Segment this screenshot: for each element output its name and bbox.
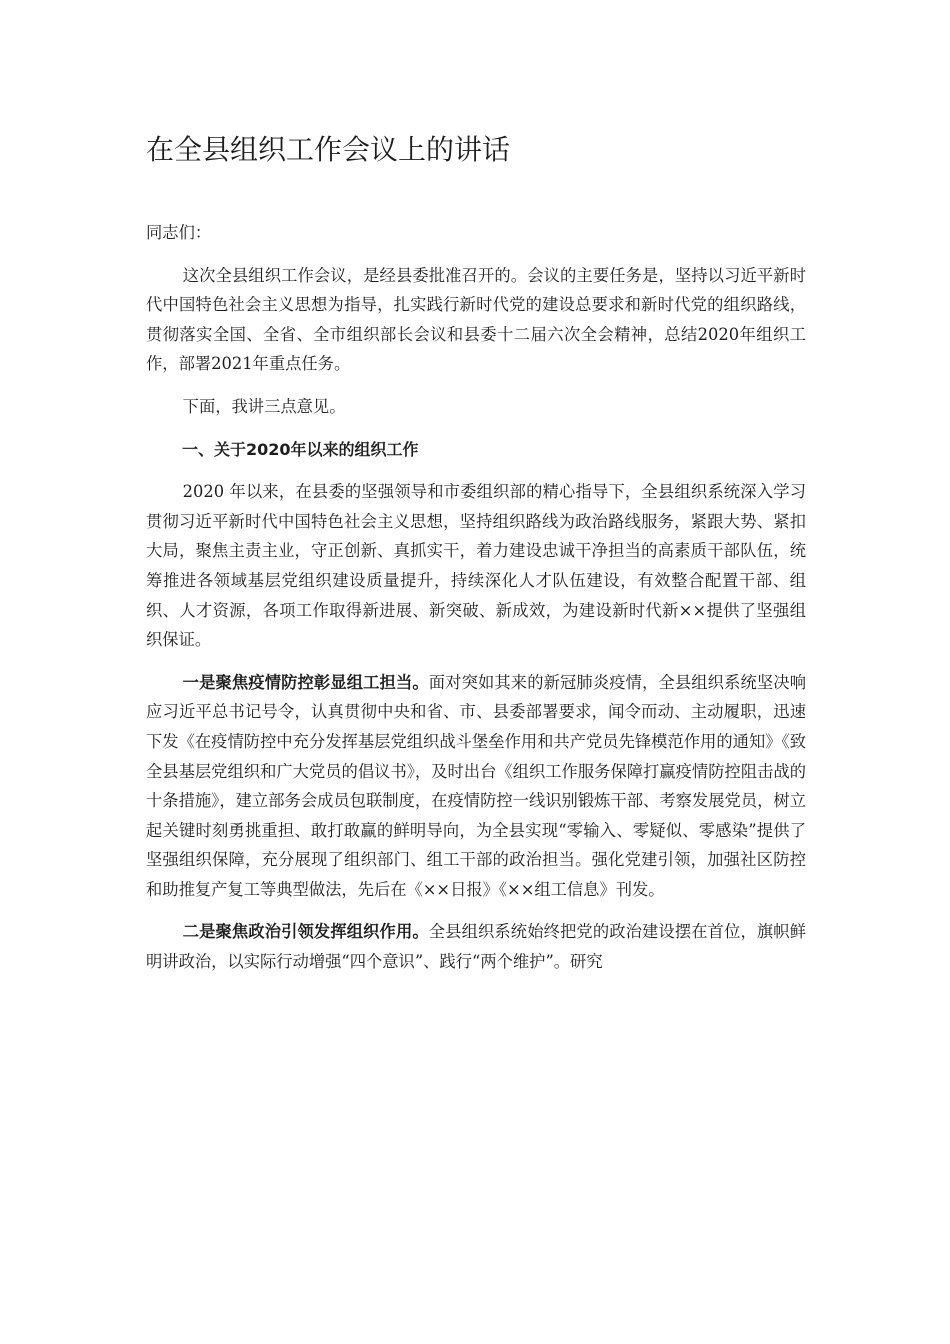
overview-paragraph: 2020 年以来，在县委的坚强领导和市委组织部的精心指导下，全县组织系统深入学习贯彻习近平新时代中国特色社会主义思想，坚持组织路线为政治路线服务，紧跟大势、紧扣大局，聚焦主责主业，守正创新、真抓实干，着力建设忠诚干净担当的高素质干部队伍，统筹推进各领域基层党组织建设质量提升，持续深化人才队伍建设，有效整合配置干部、组织、人才资源，各项工作取得新进展、新突破、新成效，为建设新时代新××提供了坚强组织保证。 xyxy=(146,482,806,650)
point-one-lead: 一是聚焦疫情防控彰显组工担当。 xyxy=(182,672,429,692)
intro-paragraph: 这次全县组织工作会议，是经县委批准召开的。会议的主要任务是，坚持以习近平新时代中国特色社会主义思想为指导，扎实践行新时代党的建设总要求和新时代党的组织路线，贯彻落实全国、全省、全市组织部长会议和县委十二届六次全会精神，总结2020年组织工作，部署2021年重点任务。 xyxy=(146,265,806,374)
section-heading: 一、关于2020年以来的组织工作 xyxy=(182,439,419,459)
point-two-lead: 二是聚焦政治引领发挥组织作用。 xyxy=(182,922,429,942)
document-body xyxy=(146,218,806,990)
point-two-paragraph xyxy=(146,917,806,976)
point-two-body: 全县组织系统始终把党的政治建设摆在首位，旗帜鲜明讲政治，以实际行动增强“四个意识”、践行“两个维护”。研究 xyxy=(146,922,806,972)
document-title: 在全县组织工作会议上的讲话 xyxy=(146,133,511,166)
transition-paragraph: 下面，我讲三点意见。 xyxy=(182,396,346,416)
salutation: 同志们： xyxy=(146,223,212,242)
point-one-body: 面对突如其来的新冠肺炎疫情，全县组织系统坚决响应习近平总书记号令，认真贯彻中央和省、市、县委部署要求，闻令而动、主动履职，迅速下发《在疫情防控中充分发挥基层党组织战斗堡垒作用和共产党员先锋模范作用的通知》《致全县基层党组织和广大党员的倡议书》，及时出台《组织工作服务保障打赢疫情防控阻击战的十条措施》，建立部务会成员包联制度，在疫情防控一线识别锻炼干部、考察发展党员，树立起关键时刻勇挑重担、敢打敢赢的鲜明导向，为全县实现“零输入、零疑似、零感染”提供了坚强组织保障，充分展现了组织部门、组工干部的政治担当。强化党建引领，加强社区防控和助推复产复工等典型做法，先后在《××日报》《××组工信息》刊发。 xyxy=(146,672,806,899)
point-one-paragraph xyxy=(146,668,806,905)
